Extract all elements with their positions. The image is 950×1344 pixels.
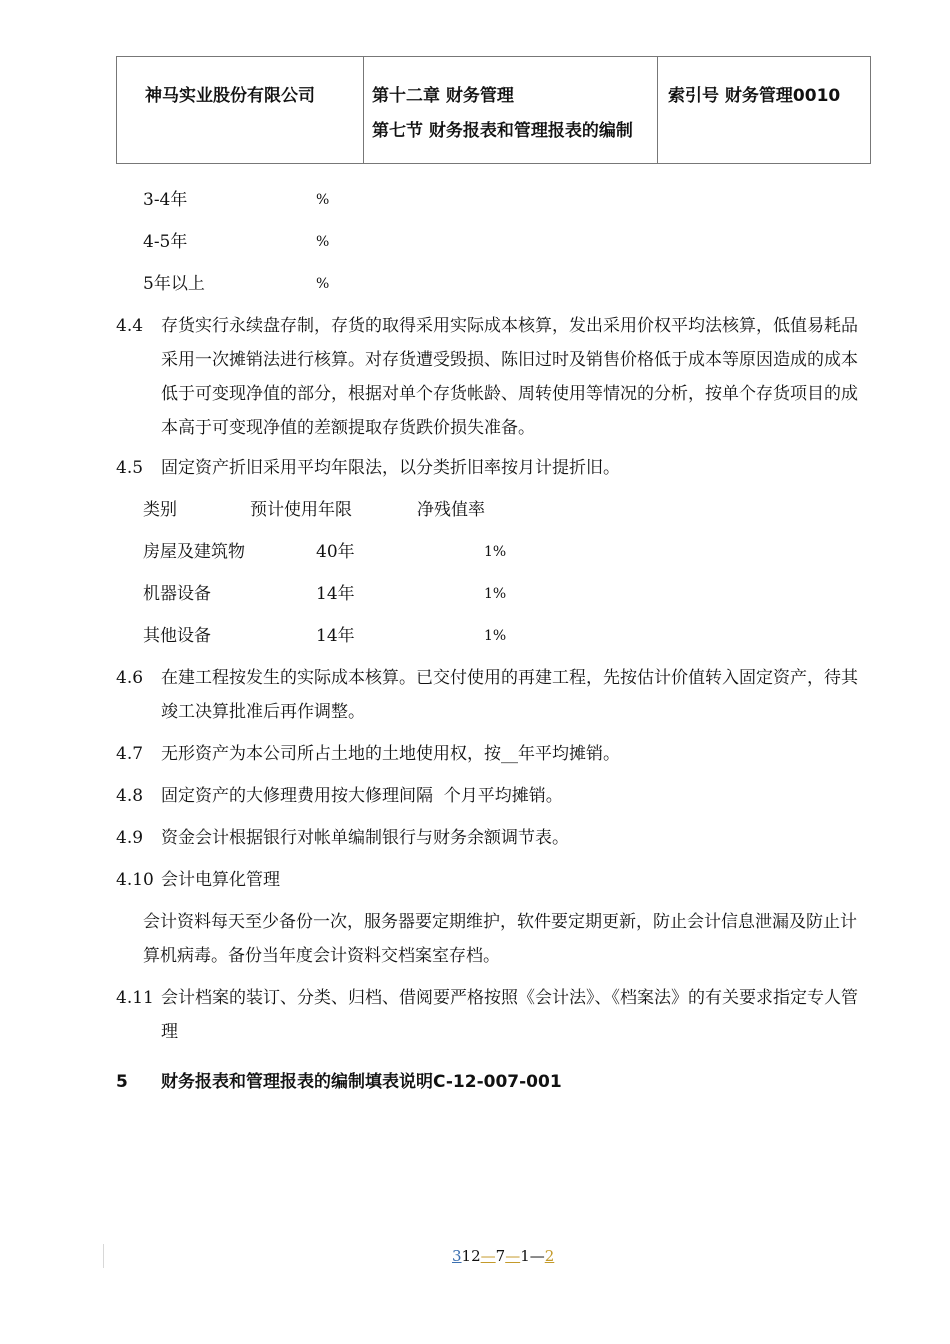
para-4-10-title: 会计电算化管理 (161, 870, 280, 890)
para-4-11-number: 4.11 (116, 988, 154, 1008)
para-4-6-number: 4.6 (116, 668, 144, 688)
dep-row-2-category: 机器设备 (143, 584, 211, 604)
dep-row-2-years: 14年 (316, 584, 355, 604)
para-4-4-number: 4.4 (116, 316, 144, 336)
para-4-8-text: 固定资产的大修理费用按大修理间隔 个月平均摊销。 (161, 786, 563, 806)
header-company-cell (117, 57, 363, 163)
dep-header-category: 类别 (143, 500, 177, 520)
para-4-10-number: 4.10 (116, 870, 154, 890)
dep-row-1-years: 40年 (316, 542, 355, 562)
footer-part-7: — (529, 1247, 545, 1265)
dep-row-1-category: 房屋及建筑物 (143, 542, 245, 562)
section-title: 第七节 财务报表和管理报表的编制 (372, 121, 633, 141)
footer-part-4: 7 (495, 1247, 506, 1265)
para-4-9-number: 4.9 (116, 828, 144, 848)
para-4-7-number: 4.7 (116, 744, 144, 764)
dep-row-1-rate: 1% (484, 544, 507, 560)
footer-part-5: — (505, 1247, 521, 1265)
page-footer (452, 1247, 554, 1265)
chapter-title: 第十二章 财务管理 (372, 86, 514, 106)
para-4-4-body: 存货实行永续盘存制，存货的取得采用实际成本核算，发出采用价权平均法核算，低值易耗品采用一次摊销法进行核算。对存货遭受毁损、陈旧过时及销售价格低于成本等原因造成的成本低于可变现净值的部分，根据对单个存货帐龄、周转使用等情况的分析，按单个存货项目的成本高于可变现净值的差额提取存货跌价损失准备。 (161, 316, 858, 438)
footer-part-6: 1 (520, 1247, 530, 1265)
footer-margin-mark (103, 1244, 104, 1268)
aging-label-3: 5年以上 (143, 274, 205, 294)
dep-row-3-years: 14年 (316, 626, 355, 646)
aging-value-2: % (316, 234, 330, 250)
para-4-9-text: 资金会计根据银行对帐单编制银行与财务余额调节表。 (161, 828, 569, 848)
footer-part-8: 2 (544, 1247, 555, 1265)
para-4-11-text: 会计档案的装订、分类、归档、借阅要严格按照《会计法》、《档案法》的有关要求指定专人管理 (161, 988, 858, 1042)
para-4-5-number: 4.5 (116, 458, 144, 478)
para-4-6-text: 在建工程按发生的实际成本核算。已交付使用的再建工程，先按估计价值转入固定资产，待其竣工决算批准后再作调整。 (161, 668, 858, 722)
dep-header-years: 预计使用年限 (250, 500, 352, 520)
aging-value-3: % (316, 276, 330, 292)
section-5-title: 财务报表和管理报表的编制填表说明C-12-007-001 (161, 1072, 562, 1092)
para-4-8-number: 4.8 (116, 786, 144, 806)
dep-row-3-category: 其他设备 (143, 626, 211, 646)
company-name: 神马实业股份有限公司 (145, 86, 315, 106)
footer-part-2: 12 (461, 1247, 481, 1265)
footer-part-1: 3 (452, 1247, 462, 1265)
section-5-number: 5 (116, 1072, 128, 1092)
footer-part-3: — (480, 1247, 496, 1265)
header-chapter-cell (363, 57, 657, 163)
para-4-7-text: 无形资产为本公司所占土地的土地使用权，按__年平均摊销。 (161, 744, 620, 764)
index-number: 索引号 财务管理0010 (668, 86, 841, 106)
para-4-5-text: 固定资产折旧采用平均年限法，以分类折旧率按月计提折旧。 (161, 458, 620, 478)
para-4-4-text (161, 309, 866, 445)
aging-label-1: 3-4年 (143, 190, 188, 210)
dep-header-rate: 净残值率 (417, 500, 485, 520)
para-4-10-text: 会计资料每天至少备份一次，服务器要定期维护，软件要定期更新，防止会计信息泄漏及防止计算机病毒。备份当年度会计资料交档案室存档。 (143, 912, 857, 966)
header-index-cell (657, 57, 870, 163)
dep-row-2-rate: 1% (484, 586, 507, 602)
header-table (116, 56, 871, 164)
aging-label-2: 4-5年 (143, 232, 188, 252)
aging-value-1: % (316, 192, 330, 208)
dep-row-3-rate: 1% (484, 628, 507, 644)
